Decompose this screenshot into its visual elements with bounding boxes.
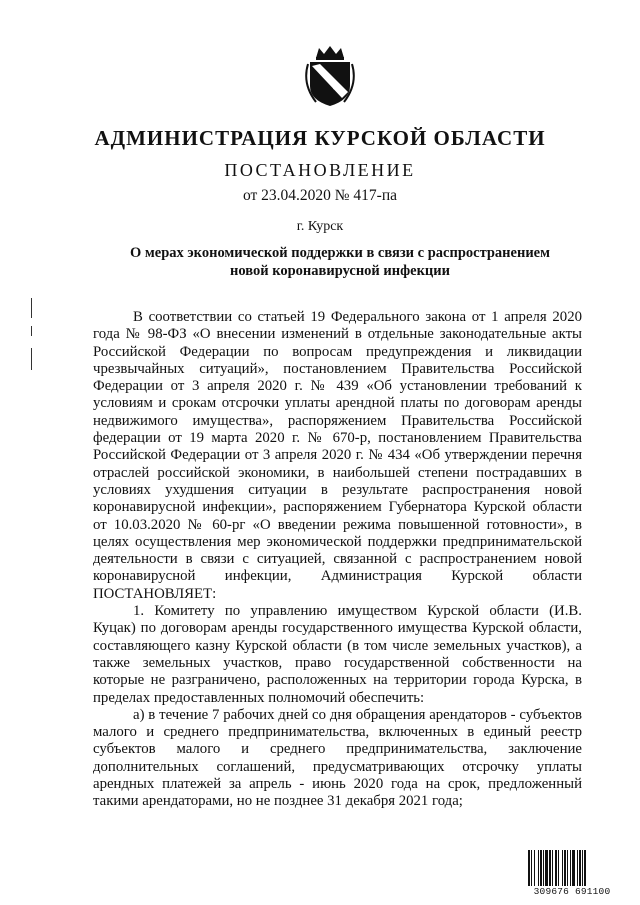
document-body — [93, 309, 582, 811]
barcode-bar — [538, 850, 539, 886]
coat-of-arms-icon — [302, 44, 358, 108]
barcode-bar — [540, 850, 542, 886]
document-city: г. Курск — [296, 219, 344, 234]
barcode-bar — [570, 850, 571, 886]
barcode-bar — [528, 850, 530, 886]
barcode-bar — [552, 850, 553, 886]
barcode-bar — [567, 850, 568, 886]
barcode-bar — [549, 850, 551, 886]
document-date-number: от 23.04.2020 № 417-па — [242, 187, 398, 204]
barcode-bar — [562, 850, 563, 886]
barcode-bar — [558, 850, 559, 886]
barcode-bar — [582, 850, 583, 886]
document-type: ПОСТАНОВЛЕНИЕ — [224, 160, 416, 180]
document-subject: О мерах экономической поддержки в связи с распространением новой коронавирусной инфекции — [130, 245, 550, 279]
barcode-icon — [527, 850, 617, 888]
barcode-bar — [572, 850, 575, 886]
barcode-bar — [531, 850, 532, 886]
scan-margin-mark — [31, 298, 32, 318]
scan-margin-mark — [31, 348, 32, 370]
barcode-bar — [579, 850, 581, 886]
barcode-bar — [545, 850, 548, 886]
organization-title: АДМИНИСТРАЦИЯ КУРСКОЙ ОБЛАСТИ — [94, 126, 546, 150]
barcode-bar — [577, 850, 578, 886]
body-paragraph: а) в течение 7 рабочих дней со дня обращения арендаторов - субъектов малого и среднего предпринимательства, включенных в единый реестр субъектов малого и среднего предпринимательства, заключение дополнительных соглашений, предусматривающих отсрочку уплаты арендных платежей за апрель - июнь 2020 года на срок, предложенный такими арендаторами, но не позднее 31 декабря 2021 года; — [93, 706, 582, 810]
barcode-bar — [555, 850, 557, 886]
barcode-bar — [584, 850, 586, 886]
body-paragraph: 1. Комитету по управлению имуществом Курской области (И.В. Куцак) по договорам аренды государственного имущества Курской области, составляющего казну Курской области (в том числе земельных участков), а также земельных участков, право государственной собственности на которые не разграничено, расположенных на территории города Курска, в пределах предоставленных полномочий обеспечить: — [93, 603, 582, 706]
scan-margin-mark — [31, 326, 32, 336]
barcode-bar — [564, 850, 566, 886]
barcode-bar — [534, 850, 535, 886]
barcode-bar — [543, 850, 544, 886]
body-paragraph: В соответствии со статьей 19 Федерального закона от 1 апреля 2020 года № 98-ФЗ «О внесении изменений в отдельные законодательные акты Российской Федерации по вопросам предупреждения и ликвидации чрезвычайных ситуаций», постановлением Правительства Российской Федерации от 3 апреля 2020 г. № 439 «Об установлении требований к условиям и срокам отсрочки уплаты арендной платы по договорам аренды недвижимого имущества», распоряжением Правительства Российской федерации от 19 марта 2020 г. № 670-р, постановлением Правительства Российской Федерации от 3 апреля 2020 г. № 434 «Об утверждении перечня отраслей российской экономики, в наибольшей степени пострадавших в условиях ухудшения ситуации в результате распространения новой коронавирусной инфекции», распоряжением Губернатора Курской области от 10.03.2020 № 60-рг «О введении режима повышенной готовности», в целях осуществления мер экономической поддержки предпринимательской деятельности в связи с ситуацией, связанной с распространением новой коронавирусной инфекции, Администрация Курской области ПОСТАНОВЛЯЕТ: — [93, 309, 582, 602]
barcode-number: 309676 691100 — [533, 886, 611, 897]
